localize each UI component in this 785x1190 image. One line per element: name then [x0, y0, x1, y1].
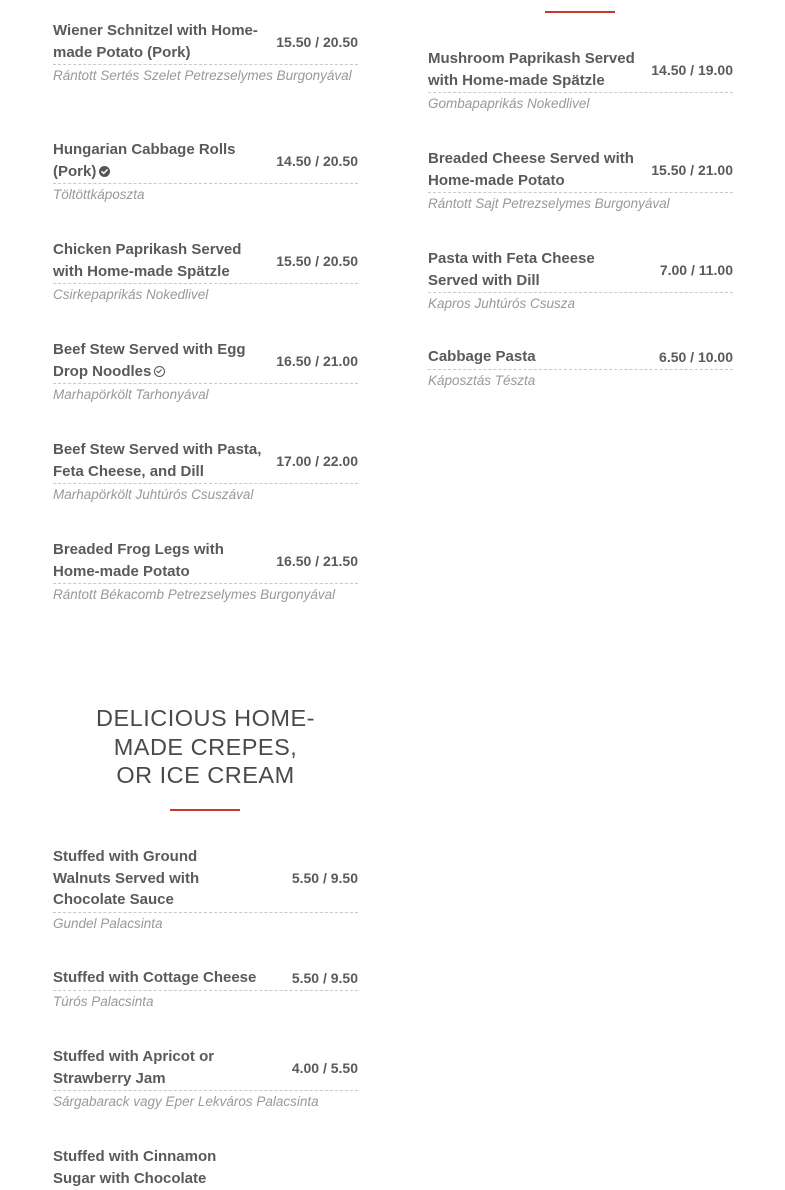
menu-item-price: 4.00 / 5.50: [291, 1059, 358, 1076]
menu-item-price: 5.50 / 9.50: [291, 969, 358, 986]
menu-item-hungarian-name: Túrós Palacsinta: [53, 993, 154, 1009]
menu-item-name: Stuffed with Cinnamon Sugar with Chocolate: [53, 1148, 217, 1187]
menu-item-price: 14.50 / 19.00: [651, 61, 733, 78]
menu-item-price: 15.50 / 20.50: [276, 33, 358, 50]
menu-item: [53, 139, 358, 205]
menu-item-hungarian-name: Gundel Palacsinta: [53, 915, 163, 931]
section-divider-top: [545, 11, 615, 13]
menu-item-name: Mushroom Paprikash Served with Home-made Spätzle: [428, 50, 635, 89]
menu-item-price: 15.50 / 20.50: [276, 252, 358, 269]
menu-item-name: Wiener Schnitzel with Home-made Potato (Pork): [53, 22, 258, 61]
menu-item-name: Stuffed with Apricot or Strawberry Jam: [53, 1048, 215, 1087]
section-title-line: DELICIOUS HOME-: [95, 705, 316, 731]
menu-item-price: 16.50 / 21.50: [276, 552, 358, 569]
menu-item-name: Chicken Paprikash Served with Home-made Spätzle: [53, 241, 242, 280]
menu-item-price: 15.50 / 21.00: [651, 161, 733, 178]
menu-item-price: 17.00 / 22.00: [276, 452, 358, 469]
menu-item-hungarian-name: Rántott Békacomb Petrezselymes Burgonyával: [53, 587, 336, 602]
menu-item: [53, 239, 358, 305]
section-divider: [170, 809, 240, 811]
menu-item: [53, 20, 358, 86]
menu-item: [428, 346, 733, 391]
menu-item-hungarian-name: Kapros Juhtúrós Csusza: [428, 296, 576, 311]
section-title-line: OR ICE CREAM: [116, 762, 295, 788]
menu-item-hungarian-name: Marhapörkölt Juhtúrós Csuszával: [53, 487, 254, 502]
menu-item-hungarian-name: Sárgabarack vagy Eper Lekváros Palacsinta: [53, 1094, 319, 1109]
menu-item-hungarian-name: Gombapaprikás Nokedlivel: [428, 96, 590, 111]
menu-item: [53, 967, 358, 1012]
menu-item-name-wrap: [53, 139, 263, 182]
menu-item-name-wrap: [53, 339, 263, 382]
menu-item: [53, 539, 358, 605]
menu-item-hungarian-name: Káposztás Tészta: [428, 372, 536, 388]
menu-item: [428, 248, 733, 314]
menu-item-name: Breaded Cheese Served with Home-made Potato: [428, 150, 634, 189]
menu-item: [428, 148, 733, 214]
menu-item-hungarian-name: Töltöttkáposzta: [53, 187, 145, 202]
menu-item-price: 14.50 / 20.50: [276, 152, 358, 169]
menu-item-name: Cabbage Pasta: [428, 348, 536, 365]
menu-item-hungarian-name: Rántott Sertés Szelet Petrezselymes Burgonyával: [53, 68, 352, 83]
menu-item: [428, 48, 733, 114]
menu-item-hungarian-name: Csirkepaprikás Nokedlivel: [53, 287, 209, 302]
menu-item-name: Stuffed with Cottage Cheese: [53, 969, 257, 986]
menu-item-hungarian-name: Rántott Sajt Petrezselymes Burgonyával: [428, 196, 670, 211]
menu-item-name: Beef Stew Served with Egg Drop Noodles: [53, 341, 246, 380]
section-title-line: MADE CREPES,: [113, 733, 298, 760]
menu-item: [53, 339, 358, 405]
menu-item-name: Breaded Frog Legs with Home-made Potato: [53, 541, 224, 580]
menu-item-price: 16.50 / 21.00: [276, 352, 358, 369]
menu-item: [53, 1146, 358, 1190]
menu-item-price: 7.00 / 11.00: [659, 261, 733, 278]
section-title: [53, 704, 358, 790]
filled-check-icon: [99, 166, 110, 177]
menu-item-hungarian-name: Marhapörkölt Tarhonyával: [53, 387, 209, 402]
menu-item: [53, 1046, 358, 1112]
menu-item-name: Hungarian Cabbage Rolls (Pork): [53, 141, 236, 180]
menu-item: [53, 439, 358, 505]
menu-item-name: Pasta with Feta Cheese Served with Dill: [428, 250, 595, 289]
menu-item-price: 5.50 / 9.50: [291, 870, 358, 887]
menu-item-price: 6.50 / 10.00: [659, 348, 733, 365]
menu-item-name: Beef Stew Served with Pasta, Feta Cheese, and Dill: [53, 441, 262, 480]
menu-item: [53, 846, 358, 934]
menu-item-name: Stuffed with Ground Walnuts Served with Chocolate Sauce: [53, 848, 200, 908]
outline-check-icon: [154, 366, 165, 377]
